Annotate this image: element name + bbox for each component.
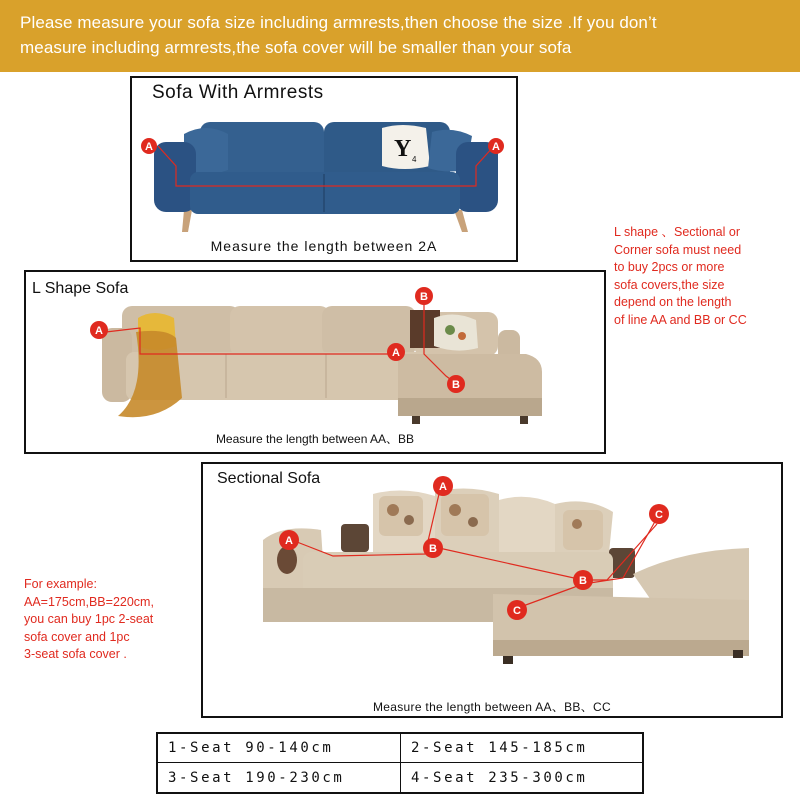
marker-c-bottom — [507, 600, 527, 620]
brown-pillow — [341, 524, 369, 552]
l-shape-sofa-illustration — [26, 272, 604, 452]
svg-text:A: A — [492, 141, 500, 153]
back-cushion — [230, 306, 330, 356]
size-table — [156, 732, 644, 794]
l-shape-note — [614, 224, 794, 329]
marker-c-top — [649, 504, 669, 524]
svg-text:C: C — [513, 605, 521, 617]
svg-text:A: A — [95, 325, 103, 337]
marker-a-right — [488, 138, 504, 154]
size-cell-4-seat: 4-Seat 235-300cm — [411, 769, 588, 786]
marker-a-left — [141, 138, 157, 154]
seat — [190, 172, 460, 214]
sofa-leg — [454, 210, 468, 232]
floral-pillow — [563, 510, 603, 550]
note-line: AA=175cm,BB=220cm, — [24, 594, 154, 609]
sectional-sofa-panel — [201, 462, 783, 718]
armrest-left — [154, 142, 196, 212]
svg-text:B: B — [452, 379, 460, 391]
panel-caption: Measure the length between AA、BB — [215, 432, 415, 446]
banner-line-1: Please measure your sofa size including armrests,then choose the size .If you don’t — [20, 13, 657, 32]
chaise — [398, 354, 542, 404]
banner-line-2: measure including armrests,the sofa cover will be smaller than your sofa — [20, 38, 572, 57]
svg-text:A: A — [145, 141, 153, 153]
size-cell-1-seat: 1-Seat 90-140cm — [158, 734, 401, 763]
note-line: sofa cover and 1pc — [24, 629, 130, 644]
size-cell-2-seat: 2-Seat 145-185cm — [401, 734, 642, 763]
sofa-leg — [182, 210, 192, 232]
svg-text:C: C — [655, 509, 663, 521]
armrest-sofa-panel — [130, 76, 518, 262]
note-line: sofa covers,the size — [614, 277, 725, 292]
note-line: L shape 、Sectional or — [614, 225, 741, 239]
note-line: to buy 2pcs or more — [614, 260, 725, 274]
marker-a-right — [387, 343, 405, 361]
floral-pillow — [441, 494, 489, 536]
marker-b-top — [415, 287, 433, 305]
floral-pillow — [434, 314, 478, 350]
panel-title: L Shape Sofa — [32, 280, 129, 297]
marker-b-bottom — [447, 375, 465, 393]
panel-title: Sofa With Armrests — [152, 82, 324, 103]
note-line: Corner sofa must need — [614, 242, 742, 257]
panel-caption: Measure the length between AA、BB、CC — [373, 700, 611, 714]
size-cell-3-seat: 3-Seat 190-230cm — [158, 763, 401, 792]
note-line: of line AA and BB or CC — [614, 312, 747, 327]
marker-a-left — [279, 530, 299, 550]
svg-text:B: B — [429, 543, 437, 555]
svg-text:B: B — [420, 291, 428, 303]
top-banner — [0, 0, 800, 72]
note-line: you can buy 1pc 2-seat — [24, 612, 154, 626]
blue-sofa-illustration — [132, 108, 516, 236]
panel-caption: Measure the length between 2A — [210, 238, 438, 254]
note-line: For example: — [24, 577, 97, 591]
svg-text:A: A — [392, 347, 400, 359]
armrest-scroll — [277, 546, 297, 574]
marker-a-left — [90, 321, 108, 339]
panel-title: Sectional Sofa — [217, 470, 321, 487]
marker-a-top — [433, 476, 453, 496]
example-note — [24, 576, 202, 664]
note-line: depend on the length — [614, 295, 732, 309]
marker-b-right — [573, 570, 593, 590]
svg-text:B: B — [579, 575, 587, 587]
floral-pillow — [379, 496, 423, 536]
sectional-sofa-illustration — [203, 464, 781, 716]
note-line: 3-seat sofa cover . — [24, 647, 127, 661]
marker-b-left — [423, 538, 443, 558]
svg-text:A: A — [439, 481, 447, 493]
pillow-letter: Y — [394, 136, 412, 162]
pillow-subscript: 4 — [412, 155, 417, 164]
svg-text:A: A — [285, 535, 293, 547]
l-shape-sofa-panel — [24, 270, 606, 454]
